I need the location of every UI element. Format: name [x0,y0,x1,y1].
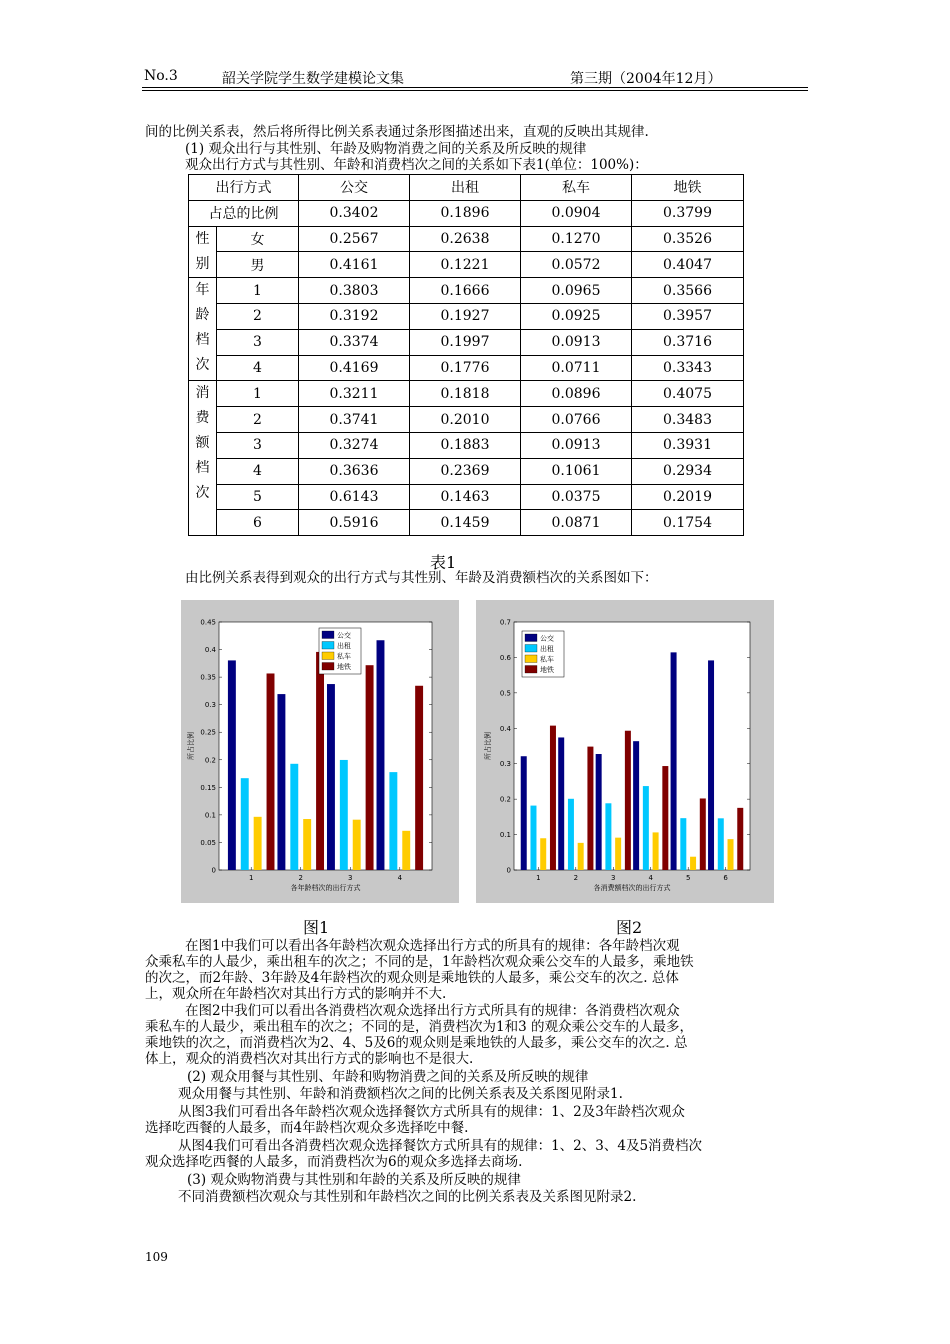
figure-2-chart [476,600,774,903]
table-cell: 0.2019 [632,484,744,510]
table-cell: 0.1666 [410,278,521,304]
x-tick-label: 1 [536,874,541,882]
table-cell: 0.1270 [521,226,632,252]
bar-1-4 [633,741,639,870]
bar-1-6 [708,660,714,870]
table-cell: 0.2010 [410,407,521,433]
legend-swatch [525,645,537,653]
legend-swatch [525,666,537,674]
table-row-label: 4 [217,355,299,381]
bar-3-3 [615,838,621,870]
header-rule [142,87,808,88]
table-row [189,458,744,484]
y-tick-label: 0.4 [204,646,216,655]
table-body [189,175,744,536]
table-group-char: 档 [195,460,210,477]
table-group-label [189,226,217,278]
y-axis-label: 所占比例 [187,732,195,760]
x-tick-label: 4 [397,874,403,882]
table-row [189,329,744,355]
y-tick-label: 0.2 [204,756,216,765]
table-header-cell: 出租 [410,175,521,201]
figure-1-chart [181,600,459,903]
table-cell: 0.3566 [632,278,744,304]
table-cell: 0.3636 [299,458,410,484]
bar-1-4 [377,640,385,870]
table-row [189,355,744,381]
x-tick-label: 3 [348,874,353,882]
bar-3-1 [254,817,262,870]
table-group-label [189,278,217,381]
y-tick-label: 0.7 [499,618,511,627]
table-cell: 0.4161 [299,252,410,278]
bar-2-3 [605,803,611,870]
table-row-label: 1 [217,278,299,304]
figure-1-svg [181,600,459,903]
table-cell: 0.6143 [299,484,410,510]
table-cell: 0.3402 [299,200,410,226]
bar-4-4 [415,686,423,870]
paragraph-line: 选择吃西餐的人最多，而4年龄档次观众多选择吃中餐. [145,1120,469,1136]
table-header-cell: 公交 [299,175,410,201]
table-row [189,226,744,252]
table-header-cell: 出行方式 [189,175,299,201]
table-cell: 0.3483 [632,407,744,433]
header-rule [142,90,808,91]
table-cell: 0.3526 [632,226,744,252]
paragraph-line: 不同消费额档次观众与其性别和年龄档次之间的比例关系表及关系图见附录2. [178,1189,637,1205]
table-row [189,278,744,304]
table-cell: 0.3374 [299,329,410,355]
bar-4-2 [587,747,593,870]
bar-3-5 [690,857,696,870]
section-2-title: (2) 观众用餐与其性别、年龄和购物消费之间的关系及所反映的规律 [187,1069,589,1085]
bar-4-2 [316,652,324,870]
table-row [189,200,744,226]
paragraph-line: 众乘私车的人最少，乘出租车的次之；不同的是，1年龄档次观众乘公交车的人最多，乘地铁 [145,954,694,970]
bar-3-2 [578,843,584,870]
figure-2-caption: 图2 [616,918,643,937]
table-cell: 0.0766 [521,407,632,433]
bar-3-1 [540,838,546,870]
table-cell: 0.3211 [299,381,410,407]
paragraph-line: 上，观众所在年龄档次对其出行方式的影响并不大. [145,986,447,1002]
table-cell: 0.0871 [521,510,632,536]
table-group-char: 别 [195,255,210,272]
x-tick-label: 2 [573,874,579,882]
table-cell: 0.0913 [521,432,632,458]
running-header [142,66,808,88]
paragraph-line: 从图3我们可看出各年龄档次观众选择餐饮方式所具有的规律：1、2及3年龄档次观众 [178,1104,685,1120]
table-cell: 0.0913 [521,329,632,355]
bar-1-2 [277,694,285,870]
paragraph-line: 乘地铁的次之，而消费档次为2、4、5及6的观众则是乘地铁的人最多，乘公交车的次之. 总 [145,1035,688,1051]
table-row-label: 1 [217,381,299,407]
table-cell: 0.5916 [299,510,410,536]
table-header-row [189,175,744,201]
x-tick-label: 1 [248,874,254,882]
table-caption: 表1 [430,553,457,572]
table-cell: 0.4169 [299,355,410,381]
figure-1-caption: 图1 [303,918,330,937]
table-row [189,484,744,510]
table-group-char: 费 [195,410,210,427]
legend-entry: 私车 [540,655,554,664]
table-group-label [189,381,217,536]
legend-entry: 出租 [540,645,554,653]
table-row-label: 占总的比例 [189,200,299,226]
table-row-label: 3 [217,432,299,458]
table-cell: 0.0572 [521,252,632,278]
table-cell: 0.3343 [632,355,744,381]
legend-swatch [525,634,537,642]
table-cell: 0.4075 [632,381,744,407]
legend-swatch [322,663,334,671]
table-cell: 0.1754 [632,510,744,536]
table-row [189,252,744,278]
x-tick-label: 3 [611,874,616,882]
table-row-label: 男 [217,252,299,278]
table-row [189,381,744,407]
bar-2-2 [568,799,574,870]
legend-entry: 出租 [337,642,351,650]
table-row-label: 5 [217,484,299,510]
x-tick-label: 5 [685,874,691,882]
journal-title: 韶关学院学生数学建模论文集 [222,71,404,87]
bar-4-1 [550,726,556,870]
table-cell: 0.1061 [521,458,632,484]
bar-3-4 [653,832,659,870]
table-cell: 0.3957 [632,303,744,329]
table-cell: 0.1997 [410,329,521,355]
table-row-label: 2 [217,303,299,329]
table-cell: 0.3192 [299,303,410,329]
table-cell: 0.0896 [521,381,632,407]
y-tick-label: 0 [506,866,511,875]
table-header-cell: 私车 [521,175,632,201]
table-row [189,510,744,536]
table-group-char: 性 [195,230,210,247]
bar-4-3 [625,731,631,870]
paragraph-line: 乘私车的人最少，乘出租车的次之；不同的是，消费档次为1和3 的观众乘公交车的人最多， [145,1019,693,1035]
y-axis-label: 所占比例 [484,732,492,760]
table-row [189,432,744,458]
legend-swatch [322,642,334,650]
y-tick-label: 0.3 [204,701,216,710]
y-tick-label: 0.35 [200,673,216,682]
legend-swatch [322,652,334,660]
intro-line: 观众出行方式与其性别、年龄和消费档次之间的关系如下表1(单位：100%)： [185,157,648,173]
bar-2-5 [680,818,686,870]
x-axis-label: 各消费额档次的出行方式 [593,884,671,892]
table-cell: 0.3741 [299,407,410,433]
y-tick-label: 0.45 [200,618,216,627]
bar-4-5 [700,798,706,870]
section-3-title: (3) 观众购物消费与其性别和年龄的关系及所反映的规律 [187,1172,521,1188]
table-cell: 0.1459 [410,510,521,536]
table-row-label: 女 [217,226,299,252]
x-tick-label: 4 [648,874,653,882]
bar-4-4 [662,766,668,870]
table-cell: 0.2567 [299,226,410,252]
bar-1-1 [521,756,527,870]
y-tick-label: 0.25 [200,728,216,737]
table-cell: 0.2638 [410,226,521,252]
legend-entry: 公交 [337,631,351,640]
table-row-label: 4 [217,458,299,484]
bar-4-1 [267,673,275,870]
legend-entry: 地铁 [540,666,554,674]
issue-number: No.3 [144,68,178,84]
table-row-label: 6 [217,510,299,536]
bar-1-1 [228,660,236,870]
table-cell: 0.3803 [299,278,410,304]
bar-1-5 [671,652,677,870]
table-cell: 0.3274 [299,432,410,458]
table-group-char: 档 [195,332,210,349]
bar-2-4 [389,772,397,870]
table-cell: 0.1776 [410,355,521,381]
table-header-cell: 地铁 [632,175,744,201]
table-group-char: 龄 [195,307,210,324]
table-cell: 0.0375 [521,484,632,510]
legend-entry: 私车 [337,652,351,661]
intro-line: 间的比例关系表，然后将所得比例关系表通过条形图描述出来，直观的反映出其规律. [145,124,649,140]
bar-1-3 [596,754,602,870]
table-cell: 0.0904 [521,200,632,226]
bar-2-1 [241,778,249,870]
table-row [189,407,744,433]
table-cell: 0.3716 [632,329,744,355]
table-row-label: 3 [217,329,299,355]
table-cell: 0.1221 [410,252,521,278]
bar-2-1 [530,806,536,870]
table-group-char: 次 [195,485,210,502]
paragraph-line: 从图4我们可看出各消费档次观众选择餐饮方式所具有的规律：1、2、3、4及5消费档次 [178,1138,703,1154]
x-tick-label: 6 [723,874,728,882]
y-tick-label: 0 [211,866,216,875]
table-cell: 0.1896 [410,200,521,226]
table-cell: 0.3931 [632,432,744,458]
y-tick-label: 0.1 [499,831,511,840]
bar-3-2 [303,819,311,870]
table-cell: 0.3799 [632,200,744,226]
page-number: 109 [145,1250,168,1264]
y-tick-label: 0.4 [499,724,511,733]
legend-swatch [322,631,334,639]
table-cell: 0.0965 [521,278,632,304]
y-tick-label: 0.3 [499,760,511,769]
bar-3-4 [402,831,410,870]
section-1-title: (1) 观众出行与其性别、年龄及购物消费之间的关系及所反映的规律 [185,141,587,157]
y-tick-label: 0.15 [200,783,216,792]
table-cell: 0.2934 [632,458,744,484]
legend-entry: 地铁 [337,663,351,671]
bar-3-6 [728,839,734,870]
table-1 [188,174,744,536]
paragraph-line: 观众用餐与其性别、年龄和消费额档次之间的比例关系表及关系图见附录1. [178,1086,623,1102]
table-cell: 0.1463 [410,484,521,510]
bar-2-2 [290,764,298,870]
paragraph-line: 在图1中我们可以看出各年龄档次观众选择出行方式的所具有的规律：各年龄档次观 [185,938,680,954]
table-cell: 0.0711 [521,355,632,381]
y-tick-label: 0.5 [499,689,511,698]
bar-1-2 [558,737,564,870]
bar-3-3 [353,820,361,870]
bar-2-4 [643,786,649,870]
paragraph-line: 观众选择吃西餐的人最多，而消费档次为6的观众多选择去商场. [145,1154,523,1170]
table-group-char: 额 [195,435,210,452]
table-cell: 0.1883 [410,432,521,458]
table-group-char: 次 [195,357,210,374]
y-tick-label: 0.05 [200,838,216,847]
bar-4-3 [366,665,374,870]
paragraph-line: 的次之，而2年龄、3年龄及4年龄档次的观众则是乘地铁的人最多，乘公交车的次之. 总体 [145,970,679,986]
paragraph-line: 体上，观众的消费档次对其出行方式的影响也不是很大. [145,1051,474,1067]
table-group-char: 年 [195,282,210,299]
paragraph-line: 在图2中我们可以看出各消费档次观众选择出行方式所具有的规律：各消费档次观众 [185,1003,680,1019]
issue-period: 第三期（2004年12月） [570,71,722,87]
table-cell: 0.0925 [521,303,632,329]
bar-2-6 [718,818,724,870]
bar-4-6 [737,808,743,870]
x-tick-label: 2 [298,874,303,882]
legend-entry: 公交 [540,634,554,643]
y-tick-label: 0.1 [204,811,216,820]
table-row [189,303,744,329]
x-axis-label: 各年龄档次的出行方式 [290,884,361,892]
y-tick-label: 0.2 [499,795,511,804]
legend-swatch [525,655,537,663]
table-cell: 0.1927 [410,303,521,329]
table-followup: 由比例关系表得到观众的出行方式与其性别、年龄及消费额档次的关系图如下： [185,570,658,586]
table-cell: 0.4047 [632,252,744,278]
table-group-char: 消 [195,385,210,402]
y-tick-label: 0.6 [499,653,511,662]
table-cell: 0.1818 [410,381,521,407]
table-cell: 0.2369 [410,458,521,484]
table-row-label: 2 [217,407,299,433]
bar-2-3 [340,760,348,870]
bar-1-3 [327,684,335,870]
figure-2-svg [476,600,774,903]
